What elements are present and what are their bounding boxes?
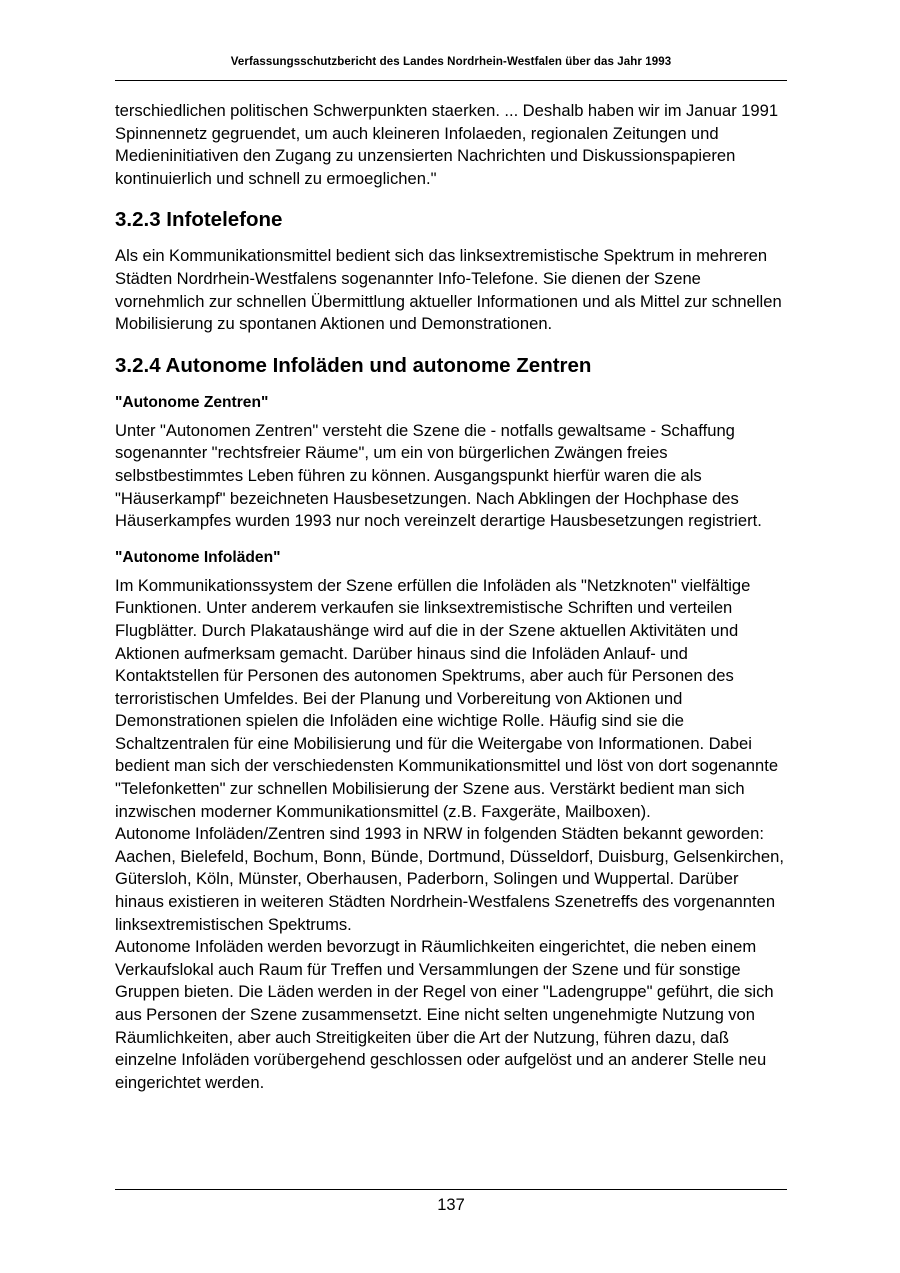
paragraph-infotelefone: Als ein Kommunikationsmittel bedient sich das linksextremistische Spektrum in mehreren Städten Nordrhein-Westfalens sogenannter Info-Telefone. Sie dienen der Szene vornehmlich zur schnellen Übermittlung aktueller Informationen und als Mittel zur schnellen Mobilisierung zu spontanen Aktionen und Demonstrationen. [115, 246, 782, 334]
subheading-autonome-infolaeden: "Autonome Infoläden" [115, 548, 281, 566]
paragraph-infolaeden-2: Autonome Infoläden/Zentren sind 1993 in NRW in folgenden Städten bekannt geworden: Aachen, Bielefeld, Bochum, Bonn, Bünde, Dortmund, Düsseldorf, Duisburg, Gelsenkirchen, Gütersloh, Köln, Münster, Oberhausen, Paderborn, Solingen und Wuppertal. Darüber hinaus existieren in weiteren Städten Nordrhein-Westfalens Szenetreffs des vorgenannten linksextremistischen Spektrums. [115, 824, 784, 934]
running-head: Verfassungsschutzbericht des Landes Nordrhein-Westfalen über das Jahr 1993 [230, 56, 672, 68]
header-divider [115, 80, 787, 81]
footer-divider [115, 1189, 787, 1190]
page-content [115, 100, 791, 1094]
paragraph-autonome-zentren: Unter "Autonomen Zentren" versteht die Szene die - notfalls gewaltsame - Schaffung sogenannter "rechtsfreier Räume", um ein von bürgerlichen Zwängen freies selbstbestimmtes Leben führen zu können. Ausgangspunkt hierfür waren die als "Häuserkampf" bezeichneten Hausbesetzungen. Nach Abklingen der Hochphase des Häuserkampfes wurden 1993 nur noch vereinzelt derartige Hausbesetzungen registriert. [115, 420, 762, 531]
subheading-autonome-zentren: "Autonome Zentren" [115, 393, 269, 411]
paragraph-infolaeden-3: Autonome Infoläden werden bevorzugt in Räumlichkeiten eingerichtet, die neben einem Verkaufslokal auch Raum für Treffen und Versammlungen der Szene und für sonstige Gruppen bieten. Die Läden werden in der Regel von einer "Ladengruppe" geführt, die sich aus Personen der Szene zusammensetzt. Eine nicht selten ungenehmigte Nutzung von Räumlichkeiten, aber auch Streitigkeiten über die Art der Nutzung, führen dazu, daß einzelne Infoläden vorübergehend geschlossen oder aufgelöst und an anderer Stelle neu eingerichtet werden. [115, 937, 774, 1092]
heading-3-2-4: 3.2.4 Autonome Infoläden und autonome Zentren [115, 353, 592, 377]
page-number: 137 [437, 1196, 465, 1214]
paragraph-infolaeden-1: Im Kommunikationssystem der Szene erfüllen die Infoläden als "Netzknoten" vielfältige Funktionen. Unter anderem verkaufen sie linksextremistische Schriften und verteilen Flugblätter. Durch Plakataushänge wird auf die in der Szene aktuellen Aktivitäten und Aktionen aufmerksam gemacht. Darüber hinaus sind die Infoläden Anlauf- und Kontaktstellen für Personen des autonomen Spektrums, aber auch für Personen des terroristischen Umfeldes. Bei der Planung und Vorbereitung von Aktionen und Demonstrationen spielen die Infoläden eine wichtige Rolle. Häufig sind sie die Schaltzentralen für eine Mobilisierung und für die Weitergabe von Informationen. Dabei bedient man sich der verschiedensten Kommunikationsmittel und löst von dort sogenannte "Telefonketten" zur schnellen Mobilisierung der Szene aus. Verstärkt bedient man sich inzwischen moderner Kommunikationsmittel (z.B. Faxgeräte, Mailboxen). [115, 575, 779, 821]
heading-3-2-3: 3.2.3 Infotelefone [115, 208, 283, 232]
paragraph-continued: terschiedlichen politischen Schwerpunkten staerken. ... Deshalb haben wir im Januar 1991 Spinnennetz gegruendet, um auch kleineren Infolaeden, regionalen Zeitungen und Medieninitiativen den Zugang zu unzensierten Nachrichten und Diskussionspapieren kontinuierlich und schnell zu ermoeglichen." [115, 101, 779, 188]
